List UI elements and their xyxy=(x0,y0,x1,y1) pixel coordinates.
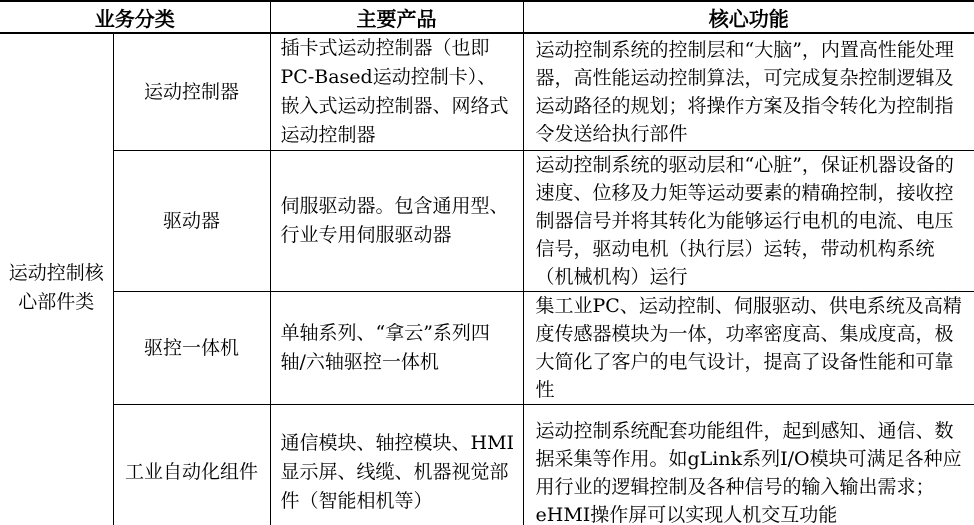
subcategory-cell: 运动控制器 xyxy=(113,33,270,151)
category-cell: 运动控制核心部件类 xyxy=(0,33,113,525)
table-row xyxy=(0,33,974,151)
table-row xyxy=(0,292,974,405)
subcategory-cell: 驱动器 xyxy=(113,151,270,292)
functions-cell: 运动控制系统的驱动层和“心脏”，保证机器设备的速度、位移及力矩等运动要素的精确控制，接收控制器信号并将其转化为能够运行电机的电流、电压信号，驱动电机（执行层）运转，带动机构系统（机械机构）运行 xyxy=(523,151,974,292)
functions-cell: 运动控制系统的控制层和“大脑”，内置高性能处理器，高性能运动控制算法，可完成复杂控制逻辑及运动路径的规划；将操作方案及指令转化为控制指令发送给执行部件 xyxy=(523,33,974,151)
header-main-products: 主要产品 xyxy=(270,1,523,33)
table-row xyxy=(0,151,974,292)
products-cell: 通信模块、轴控模块、HMI显示屏、线缆、机器视觉部件（智能相机等） xyxy=(270,405,523,525)
products-cell: 插卡式运动控制器（也即PC-Based运动控制卡）、嵌入式运动控制器、网络式运动控制器 xyxy=(270,33,523,151)
header-core-functions: 核心功能 xyxy=(523,1,974,33)
subcategory-cell: 工业自动化组件 xyxy=(113,405,270,525)
products-cell: 伺服驱动器。包含通用型、行业专用伺服驱动器 xyxy=(270,151,523,292)
functions-cell: 运动控制系统配套功能组件，起到感知、通信、数据采集等作用。如gLink系列I/O模块可满足各种应用行业的逻辑控制及各种信号的输入输出需求；eHMI操作屏可以实现人机交互功能 xyxy=(523,405,974,525)
table-row xyxy=(0,405,974,525)
subcategory-cell: 驱控一体机 xyxy=(113,292,270,405)
header-row xyxy=(0,1,974,33)
header-business-category: 业务分类 xyxy=(0,1,270,33)
products-cell: 单轴系列、“拿云”系列四轴/六轴驱控一体机 xyxy=(270,292,523,405)
functions-cell: 集工业PC、运动控制、伺服驱动、供电系统及高精度传感器模块为一体，功率密度高、集成度高，极大简化了客户的电气设计，提高了设备性能和可靠性 xyxy=(523,292,974,405)
